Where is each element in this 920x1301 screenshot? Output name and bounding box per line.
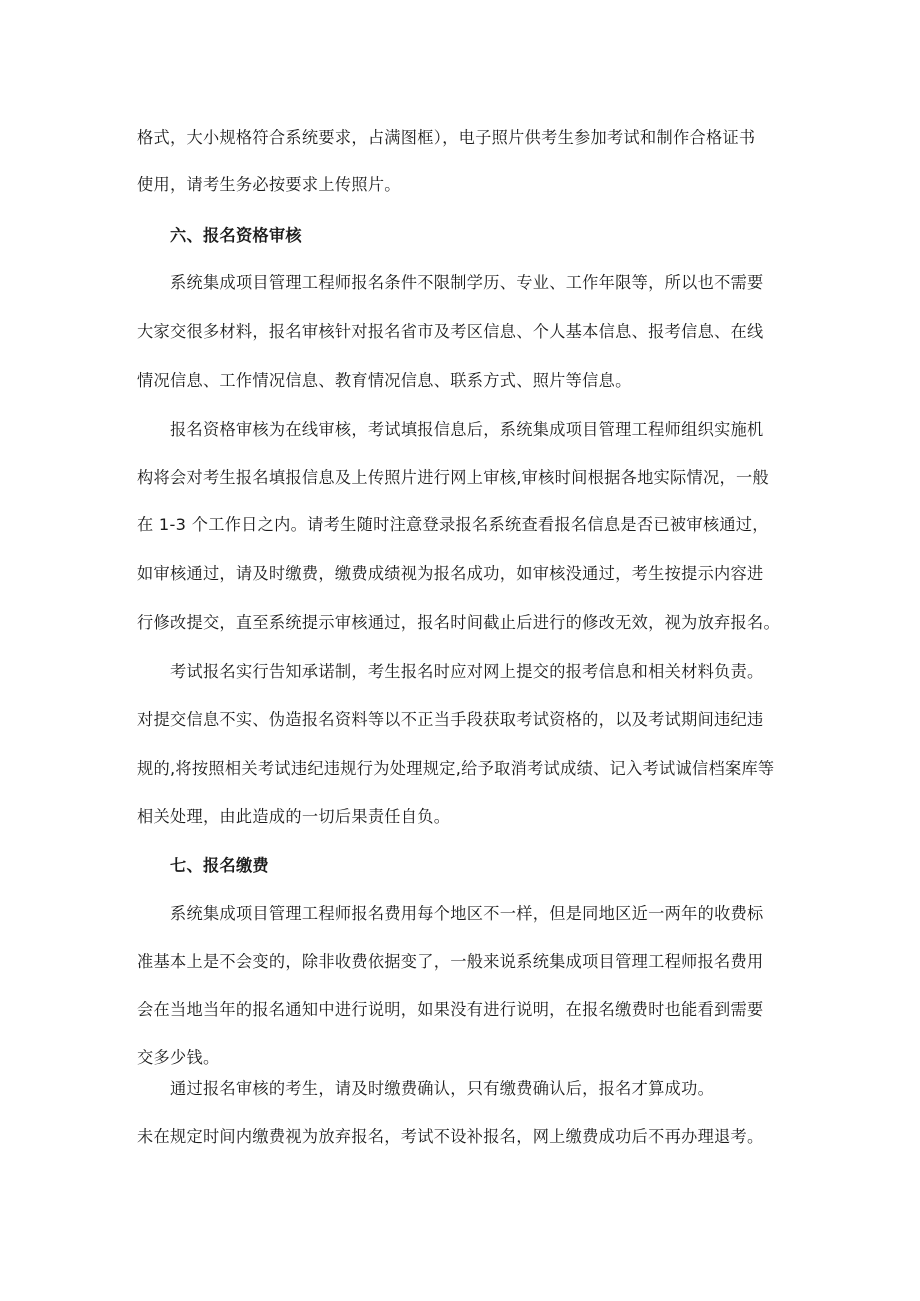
paragraph-line: 相关处理，由此造成的一切后果责任自负。 bbox=[137, 807, 451, 826]
paragraph-line: 大家交很多材料，报名审核针对报名省市及考区信息、个人基本信息、报考信息、在线 bbox=[137, 322, 764, 341]
paragraph-line: 准基本上是不会变的，除非收费依据变了，一般来说系统集成项目管理工程师报名费用 bbox=[137, 952, 764, 971]
paragraph-line: 报名资格审核为在线审核，考试填报信息后，系统集成项目管理工程师组织实施机 bbox=[170, 420, 764, 439]
paragraph-line: 如审核通过，请及时缴费，缴费成绩视为报名成功，如审核没通过，考生按提示内容进 bbox=[137, 564, 764, 583]
paragraph-line: 格式，大小规格符合系统要求，占满图框），电子照片供考生参加考试和制作合格证书 bbox=[137, 128, 756, 147]
section-heading-6: 六、报名资格审核 bbox=[170, 226, 302, 245]
paragraph-line: 在 1-3 个工作日之内。请考生随时注意登录报名系统查看报名信息是否已被审核通过， bbox=[137, 515, 769, 534]
paragraph-line: 对提交信息不实、伪造报名资料等以不正当手段获取考试资格的，以及考试期间违纪违 bbox=[137, 710, 764, 729]
paragraph-line: 使用，请考生务必按要求上传照片。 bbox=[137, 175, 401, 194]
paragraph-line: 规的,将按照相关考试违纪违规行为处理规定,给予取消考试成绩、记入考试诚信档案库等 bbox=[137, 759, 775, 778]
paragraph-line: 系统集成项目管理工程师报名条件不限制学历、专业、工作年限等，所以也不需要 bbox=[170, 273, 764, 292]
paragraph-line: 交多少钱。 bbox=[137, 1048, 220, 1067]
paragraph-line: 通过报名审核的考生，请及时缴费确认，只有缴费确认后，报名才算成功。 bbox=[170, 1079, 715, 1098]
paragraph-line: 情况信息、工作情况信息、教育情况信息、联系方式、照片等信息。 bbox=[137, 371, 632, 390]
paragraph-line: 考试报名实行告知承诺制，考生报名时应对网上提交的报考信息和相关材料负责。 bbox=[170, 662, 764, 681]
paragraph-line: 构将会对考生报名填报信息及上传照片进行网上审核,审核时间根据各地实际情况，一般 bbox=[137, 468, 769, 487]
paragraph-line: 系统集成项目管理工程师报名费用每个地区不一样，但是同地区近一两年的收费标 bbox=[170, 904, 764, 923]
section-heading-7: 七、报名缴费 bbox=[170, 856, 269, 875]
paragraph-line: 会在当地当年的报名通知中进行说明，如果没有进行说明，在报名缴费时也能看到需要 bbox=[137, 1000, 764, 1019]
paragraph-line: 未在规定时间内缴费视为放弃报名，考试不设补报名，网上缴费成功后不再办理退考。 bbox=[137, 1127, 764, 1146]
paragraph-line: 行修改提交，直至系统提示审核通过，报名时间截止后进行的修改无效，视为放弃报名。 bbox=[137, 613, 781, 632]
